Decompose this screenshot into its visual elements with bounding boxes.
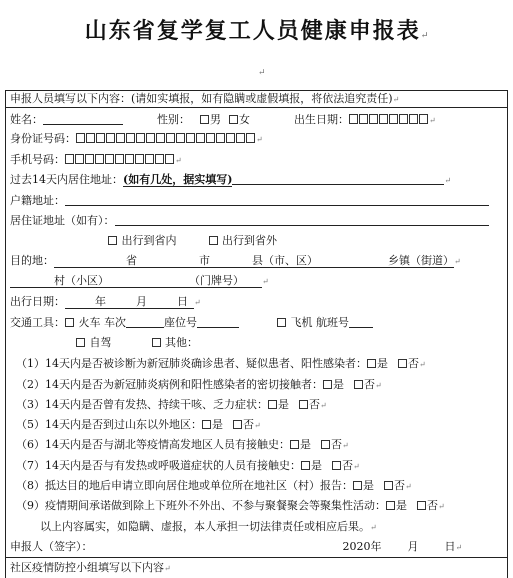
self-drive-checkbox[interactable]	[76, 338, 85, 347]
form-title: 山东省复学复工人员健康申报表↵	[84, 18, 429, 44]
question-label: （3）14天内是否曾有发热、持续干咳、乏力症状：	[16, 398, 268, 411]
no-checkbox[interactable]	[332, 461, 341, 470]
no-label: 否	[427, 499, 438, 512]
transport-row-2	[76, 336, 198, 350]
yes-label: 是	[363, 479, 374, 492]
plane-checkbox[interactable]	[277, 318, 286, 327]
sign-month: 月	[407, 540, 419, 553]
question-row: （6）14天内是否与湖北等疫情高发地区人员有接触史： 是 否↵	[16, 438, 349, 451]
statement: 以上内容属实，如隐瞒、虚报，本人承担一切法律责任或相应后果。↵	[40, 520, 377, 533]
destination-field[interactable]: 省 市 县（市、区） 乡镇（街道）	[54, 254, 454, 268]
male-label: 男	[210, 113, 221, 126]
birthdate-boxes[interactable]	[349, 113, 429, 126]
train-label: 火车 车次	[78, 316, 126, 329]
trip-out-label: 出行到省外	[222, 234, 277, 247]
footer-divider	[5, 557, 508, 558]
id-number-row: 身份证号码： ↵	[10, 132, 263, 145]
residence-14d-label: 过去14天内居住地址：	[10, 173, 123, 186]
yes-label: 是	[333, 378, 344, 391]
no-checkbox[interactable]	[354, 380, 363, 389]
female-label: 女	[239, 113, 250, 126]
id-number-boxes[interactable]	[76, 132, 256, 145]
residence-14d-field[interactable]	[232, 173, 444, 185]
sign-day: 日	[444, 540, 456, 553]
departure-date-field[interactable]: 年 月 日	[65, 295, 194, 309]
trip-in-checkbox[interactable]	[108, 236, 117, 245]
trip-out-checkbox[interactable]	[209, 236, 218, 245]
other-label: 其他：	[165, 336, 198, 349]
village-field[interactable]: 村（小区） （门牌号）	[10, 274, 262, 288]
train-checkbox[interactable]	[65, 318, 74, 327]
no-checkbox[interactable]	[384, 481, 393, 490]
phone-boxes[interactable]	[65, 153, 175, 166]
household-label: 户籍地址：	[10, 194, 65, 207]
yes-label: 是	[300, 438, 311, 451]
no-label: 否	[394, 479, 405, 492]
village-row: 村（小区） （门牌号） ↵	[10, 274, 269, 289]
transport-row	[10, 316, 373, 330]
question-label: （1）14天内是否被诊断为新冠肺炎确诊患者、疑似患者、阳性感染者：	[16, 357, 367, 370]
id-number-label: 身份证号码：	[10, 132, 76, 145]
question-row: （1）14天内是否被诊断为新冠肺炎确诊患者、疑似患者、阳性感染者： 是 否↵	[16, 357, 426, 370]
yes-checkbox[interactable]	[386, 501, 395, 510]
flight-number-field[interactable]	[349, 316, 373, 328]
phone-row: 手机号码： ↵	[10, 153, 182, 166]
sign-year: 2020年	[342, 540, 382, 553]
yes-checkbox[interactable]	[268, 400, 277, 409]
gender-label: 性别：	[157, 113, 190, 126]
household-row	[10, 194, 489, 208]
yes-label: 是	[396, 499, 407, 512]
seat-number-field[interactable]	[197, 316, 239, 328]
departure-label: 出行日期：	[10, 295, 65, 308]
permit-row	[10, 214, 489, 228]
no-label: 否	[243, 418, 254, 431]
question-row: （8）抵达目的地后申请立即向居住地或单位所在地社区（村）报告： 是 否↵	[16, 479, 412, 492]
yes-label: 是	[278, 398, 289, 411]
no-checkbox[interactable]	[398, 359, 407, 368]
yes-checkbox[interactable]	[301, 461, 310, 470]
yes-label: 是	[311, 459, 322, 472]
name-label: 姓名：	[10, 113, 43, 126]
phone-label: 手机号码：	[10, 153, 65, 166]
paragraph-mark: ↵	[258, 68, 266, 78]
question-row: （7）14天内是否与有发热或呼吸道症状的人员有接触史： 是 否↵	[16, 459, 360, 472]
signature-label: 申报人（签字）：	[10, 540, 93, 553]
no-label: 否	[364, 378, 375, 391]
self-drive-label: 自驾	[89, 336, 112, 349]
question-row: （3）14天内是否曾有发热、持续干咳、乏力症状： 是 否↵	[16, 398, 327, 411]
signature-row: 申报人（签字）： 2020年 月 日↵	[10, 540, 463, 553]
plane-label: 飞机 航班号	[290, 316, 349, 329]
birthdate-label: 出生日期：	[294, 113, 349, 126]
other-checkbox[interactable]	[152, 338, 161, 347]
name-gender-birth-row: 姓名： 性别： 男 女 出生日期： ↵	[10, 113, 436, 126]
question-label: （7）14天内是否与有发热或呼吸道症状的人员有接触史：	[16, 459, 301, 472]
question-label: （9）疫情期间承诺做到除上下班外不外出、不参与聚餐聚会等聚集性活动：	[16, 499, 386, 512]
female-checkbox[interactable]	[229, 115, 238, 124]
transport-label: 交通工具：	[10, 316, 65, 329]
yes-checkbox[interactable]	[367, 359, 376, 368]
question-label: （6）14天内是否与湖北等疫情高发地区人员有接触史：	[16, 438, 290, 451]
no-label: 否	[309, 398, 320, 411]
header-divider	[5, 107, 508, 108]
destination-label: 目的地：	[10, 254, 54, 267]
no-checkbox[interactable]	[321, 440, 330, 449]
question-label: （2）14天内是否为新冠肺炎病例和阳性感染者的密切接触者：	[16, 378, 323, 391]
no-checkbox[interactable]	[417, 501, 426, 510]
yes-label: 是	[377, 357, 388, 370]
yes-label: 是	[212, 418, 223, 431]
no-label: 否	[408, 357, 419, 370]
household-field[interactable]	[65, 194, 489, 206]
residence-14d-row: 过去14天内居住地址：(如有几处，据实填写) ↵	[10, 173, 452, 186]
no-checkbox[interactable]	[233, 420, 242, 429]
yes-checkbox[interactable]	[290, 440, 299, 449]
permit-field[interactable]	[115, 214, 489, 226]
yes-checkbox[interactable]	[323, 380, 332, 389]
name-field[interactable]	[43, 113, 123, 125]
seat-label: 座位号	[164, 316, 197, 329]
male-checkbox[interactable]	[200, 115, 209, 124]
question-row: （2）14天内是否为新冠肺炎病例和阳性感染者的密切接触者： 是 否↵	[16, 378, 382, 391]
destination-row: 目的地： 省 市 县（市、区） 乡镇（街道）↵	[10, 254, 461, 267]
footer-section: 社区疫情防控小组填写以下内容↵	[10, 561, 171, 574]
train-number-field[interactable]	[126, 316, 164, 328]
trip-scope-row	[108, 234, 277, 248]
yes-checkbox[interactable]	[202, 420, 211, 429]
no-checkbox[interactable]	[299, 400, 308, 409]
yes-checkbox[interactable]	[353, 481, 362, 490]
question-row: （5）14天内是否到过山东以外地区： 是 否↵	[16, 418, 261, 431]
departure-row: 出行日期： 年 月 日 ↵	[10, 295, 201, 308]
question-row: （9）疫情期间承诺做到除上下班外不外出、不参与聚餐聚会等聚集性活动： 是 否↵	[16, 499, 445, 512]
trip-in-label: 出行到省内	[121, 234, 177, 247]
no-label: 否	[342, 459, 353, 472]
residence-hint: (如有几处，据实填写)	[123, 173, 233, 186]
instruction-header: 申报人员填写以下内容：(请如实填报，如有隐瞒或虚假填报，将依法追究责任)↵	[10, 92, 400, 105]
question-label: （8）抵达目的地后申请立即向居住地或单位所在地社区（村）报告：	[16, 479, 353, 492]
permit-label: 居住证地址（如有）：	[10, 214, 115, 227]
question-label: （5）14天内是否到过山东以外地区：	[16, 418, 202, 431]
no-label: 否	[331, 438, 342, 451]
